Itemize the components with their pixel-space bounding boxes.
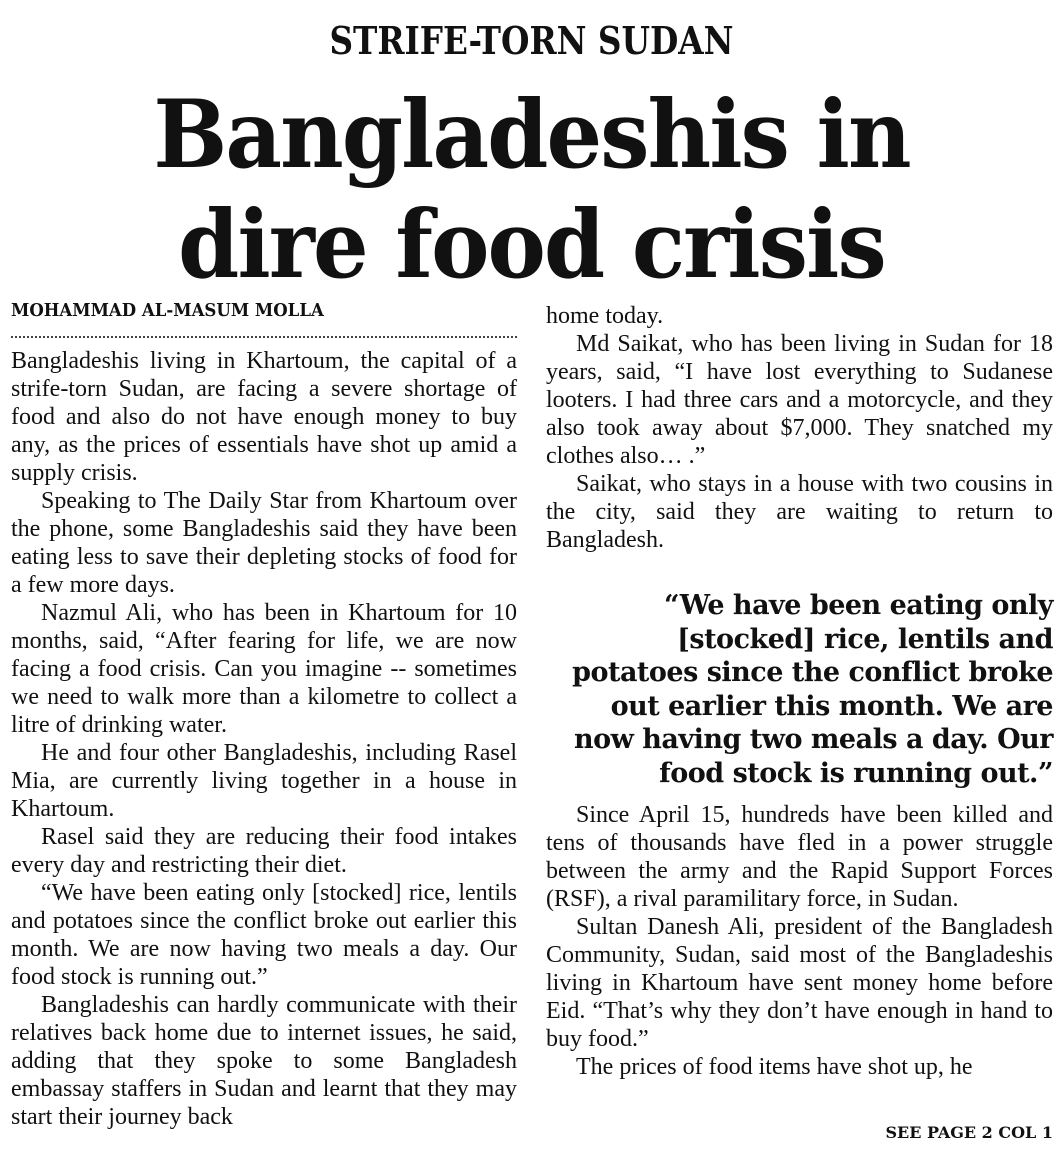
pull-quote-line: “We have been eating only [663, 590, 1053, 621]
paragraph: Sultan Danesh Ali, president of the Bangladesh Community, Sudan, said most of the Bangladeshis living in Khartoum have sent money home before Eid. “That’s why they don’t have enough in hand to buy food.” [546, 914, 1053, 1052]
paragraph: home today. [546, 303, 664, 329]
paragraph: Bangladeshis living in Khartoum, the capital of a strife-torn Sudan, are facing a severe shortage of food and also do not have enough money to buy any, as the prices of essentials have shot up amid a supply crisis. [11, 348, 517, 486]
article-column-3 [546, 801, 1053, 1081]
headline-line-1: Bangladeshis in [153, 80, 910, 190]
article-column-2 [546, 302, 1053, 554]
paragraph: The prices of food items have shot up, he [576, 1054, 973, 1080]
paragraph: “We have been eating only [stocked] rice, lentils and potatoes since the conflict broke out earlier this month. We are now having two meals a day. Our food stock is running out.” [11, 880, 517, 990]
paragraph: He and four other Bangladeshis, including Rasel Mia, are currently living together in a house in Khartoum. [11, 740, 517, 822]
paragraph: Speaking to The Daily Star from Khartoum over the phone, some Bangladeshis said they have been eating less to save their depleting stocks of food for a few more days. [11, 488, 517, 598]
paragraph: Saikat, who stays in a house with two cousins in the city, said they are waiting to return to Bangladesh. [546, 471, 1053, 553]
paragraph: Bangladeshis can hardly communicate with their relatives back home due to internet issues, he said, adding that they spoke to some Bangladesh embassay staffers in Sudan and learnt that they may start their journey back [11, 992, 517, 1130]
pull-quote-line: food stock is running out.” [659, 757, 1053, 789]
paragraph: Rasel said they are reducing their food intakes every day and restricting their diet. [11, 824, 517, 878]
headline-line-2: dire food crisis [178, 190, 885, 300]
byline: MOHAMMAD AL-MASUM MOLLA [11, 300, 324, 321]
article-column-1 [11, 347, 517, 1131]
pull-quote-line: [stocked] rice, lentils and [677, 623, 1053, 655]
section-kicker: STRIFE-TORN SUDAN [329, 18, 734, 63]
pull-quote-line: now having two meals a day. Our [573, 724, 1053, 755]
pull-quote [550, 589, 1053, 790]
byline-divider [11, 336, 517, 338]
paragraph: Nazmul Ali, who has been in Khartoum for 10 months, said, “After fearing for life, we are now facing a food crisis. Can you imagine -- sometimes we need to walk more than a kilometre to collect a litre of drinking water. [11, 600, 517, 738]
pull-quote-line: potatoes since the conflict broke [572, 657, 1053, 688]
headline [37, 80, 1026, 300]
continuation-jump-line: SEE PAGE 2 COL 1 [885, 1123, 1053, 1142]
paragraph: Since April 15, hundreds have been killed and tens of thousands have fled in a power struggle between the army and the Rapid Support Forces (RSF), a rival paramilitary force, in Sudan. [546, 802, 1053, 912]
paragraph: Md Saikat, who has been living in Sudan for 18 years, said, “I have lost everything to Sudanese looters. I had three cars and a motorcycle, and they also took away about $7,000. They snatched my clothes also… .” [546, 331, 1053, 469]
pull-quote-line: out earlier this month. We are [610, 690, 1053, 722]
